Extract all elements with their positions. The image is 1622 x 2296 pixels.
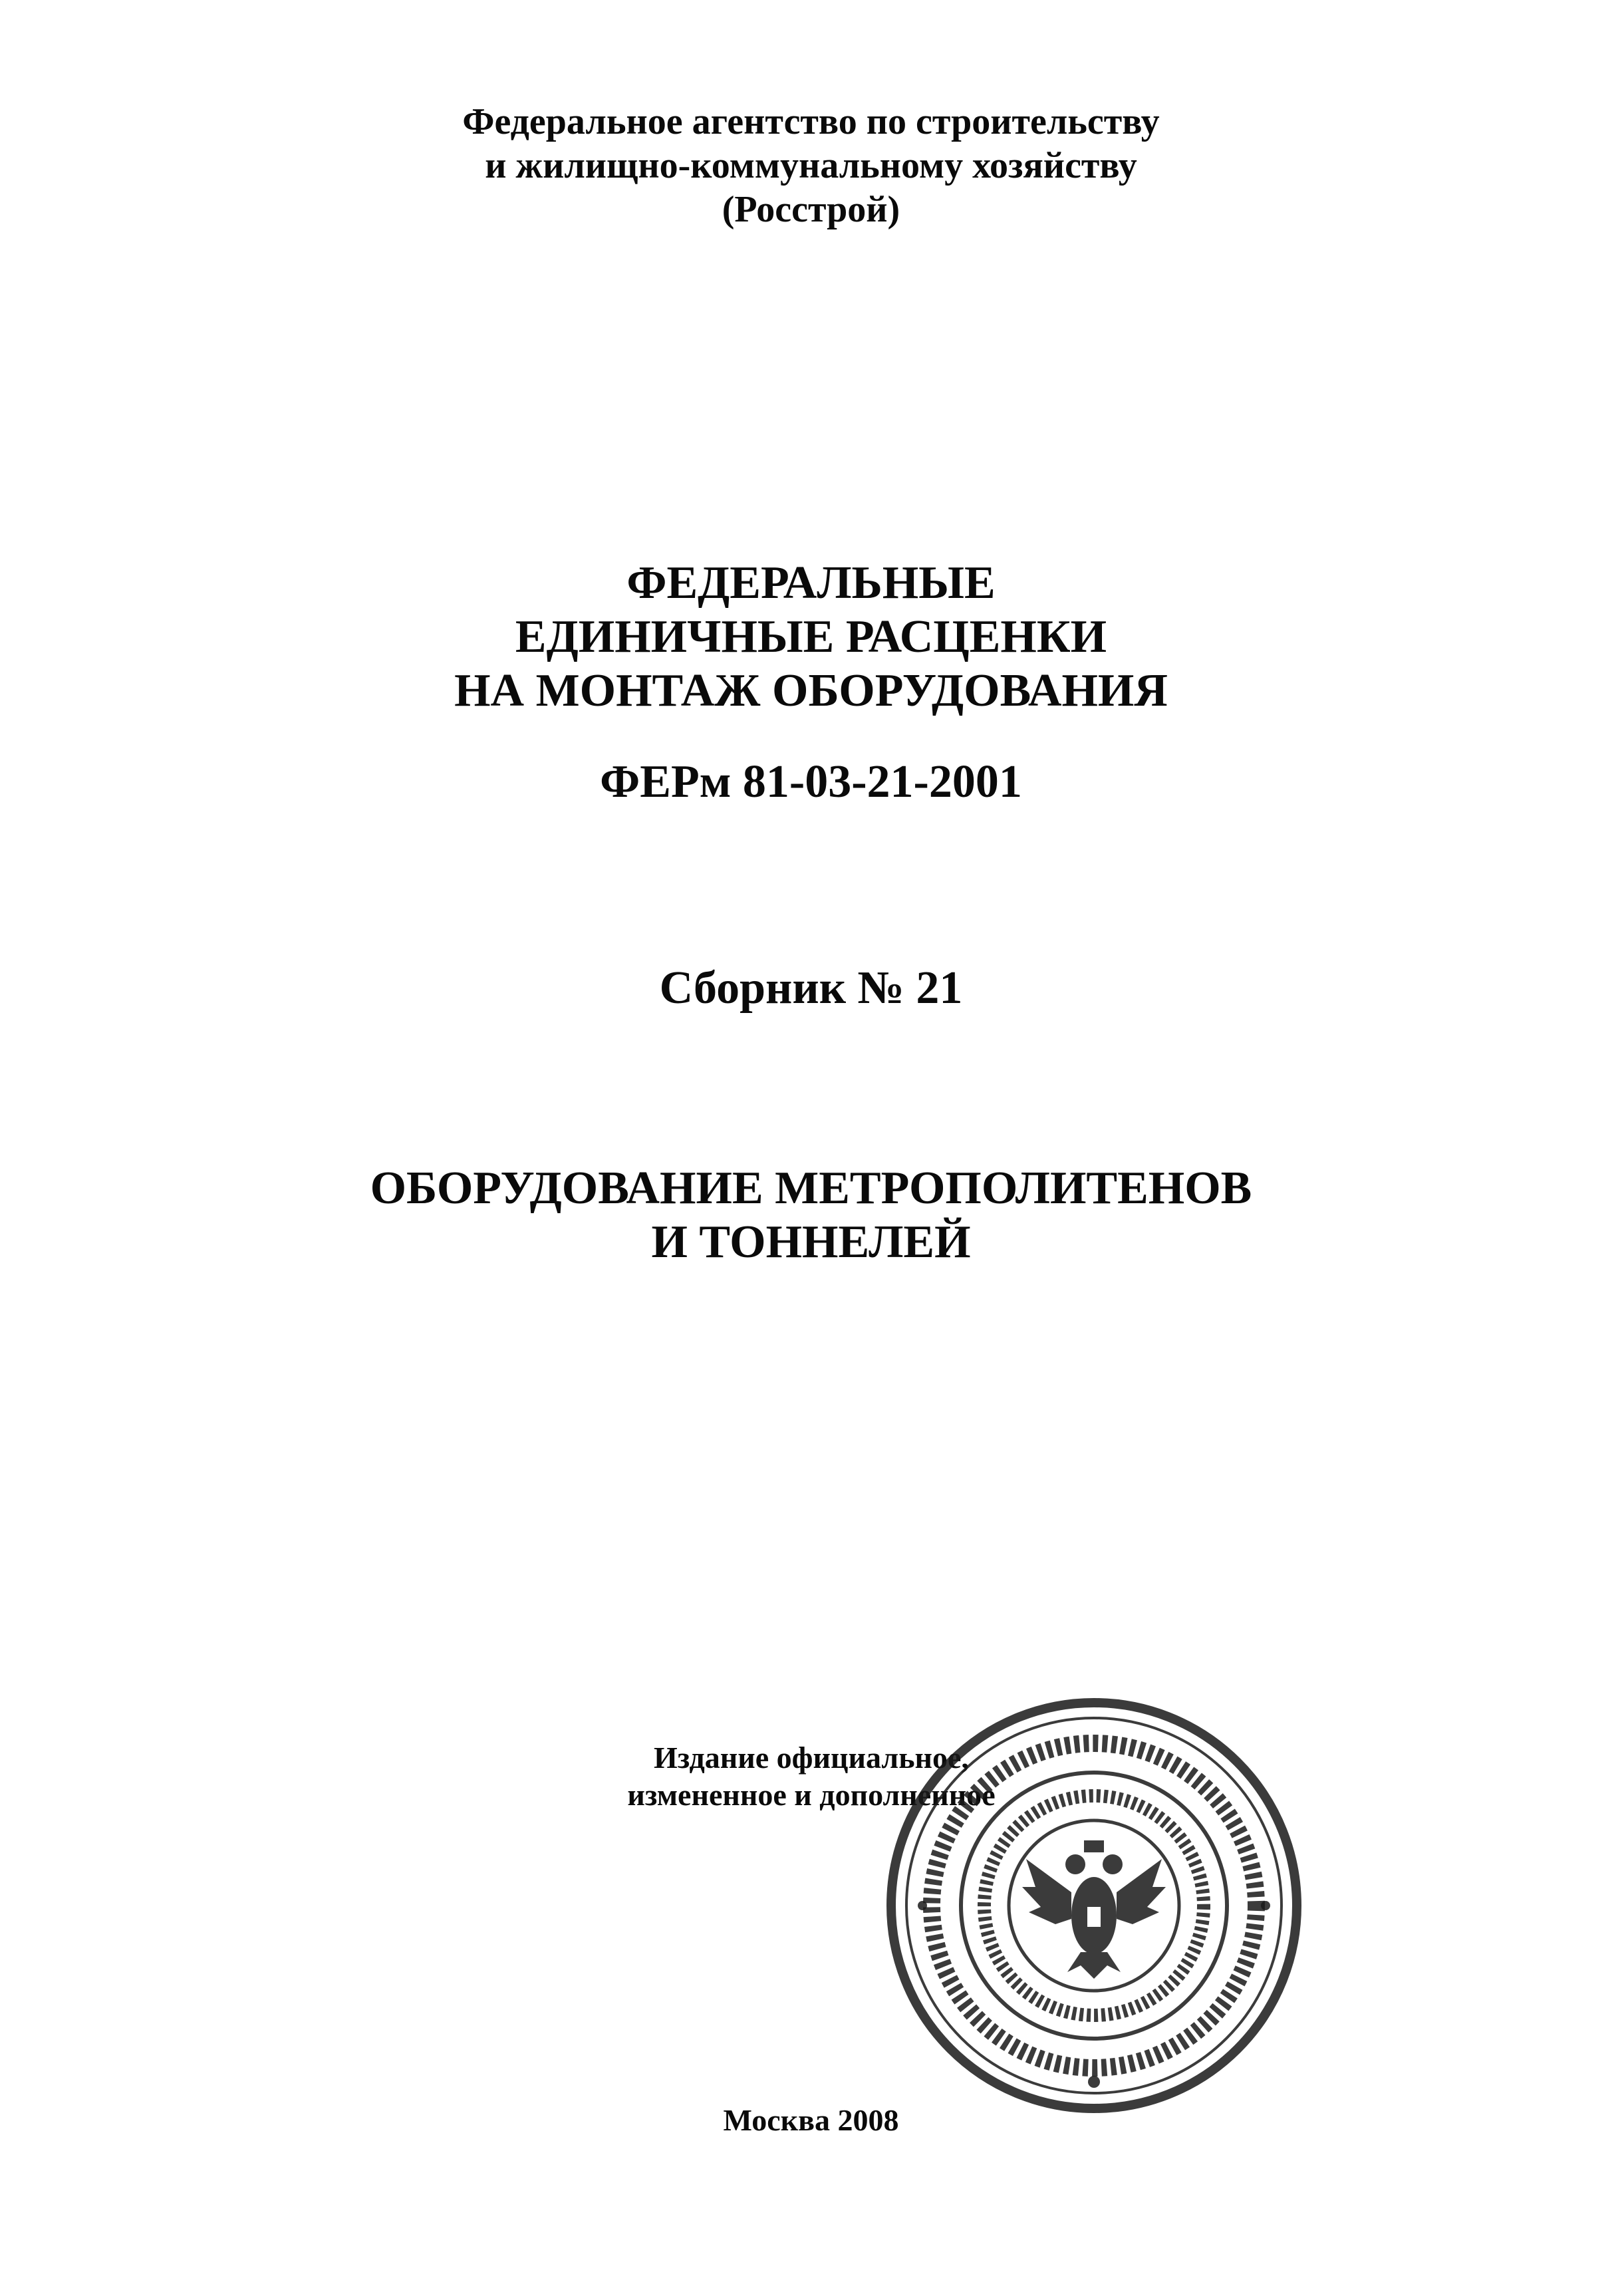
agency-line-3: (Росстрой): [722, 189, 900, 230]
agency-line-1: Федеральное агентство по строительству: [462, 101, 1160, 142]
subject-line-1: ОБОРУДОВАНИЕ МЕТРОПОЛИТЕНОВ: [370, 1163, 1252, 1214]
code-text: ФЕРм 81-03-21-2001: [600, 756, 1022, 807]
publication-place-year: [0, 2102, 1622, 2139]
document-code: [0, 755, 1622, 809]
document-title: [0, 556, 1622, 718]
title-line-3: НА МОНТАЖ ОБОРУДОВАНИЯ: [454, 665, 1168, 716]
document-subject: [0, 1161, 1622, 1269]
collection-number: [0, 961, 1622, 1015]
subject-line-2: И ТОННЕЛЕЙ: [651, 1217, 971, 1268]
title-line-2: ЕДИНИЧНЫЕ РАСЦЕНКИ: [515, 611, 1107, 662]
agency-header: [0, 100, 1622, 231]
agency-line-2: и жилищно-коммунальному хозяйству: [485, 145, 1137, 186]
edition-line-1: Издание официальное,: [654, 1741, 969, 1775]
seal-stamp-icon: [881, 1693, 1307, 2118]
edition-line-2: измененное и дополненное: [627, 1778, 996, 1812]
collection-text: Сборник № 21: [659, 962, 963, 1014]
city-year-text: Москва 2008: [723, 2103, 899, 2137]
title-line-1: ФЕДЕРАЛЬНЫЕ: [626, 557, 996, 609]
seal-stamp-graphic: [881, 1693, 1307, 2118]
